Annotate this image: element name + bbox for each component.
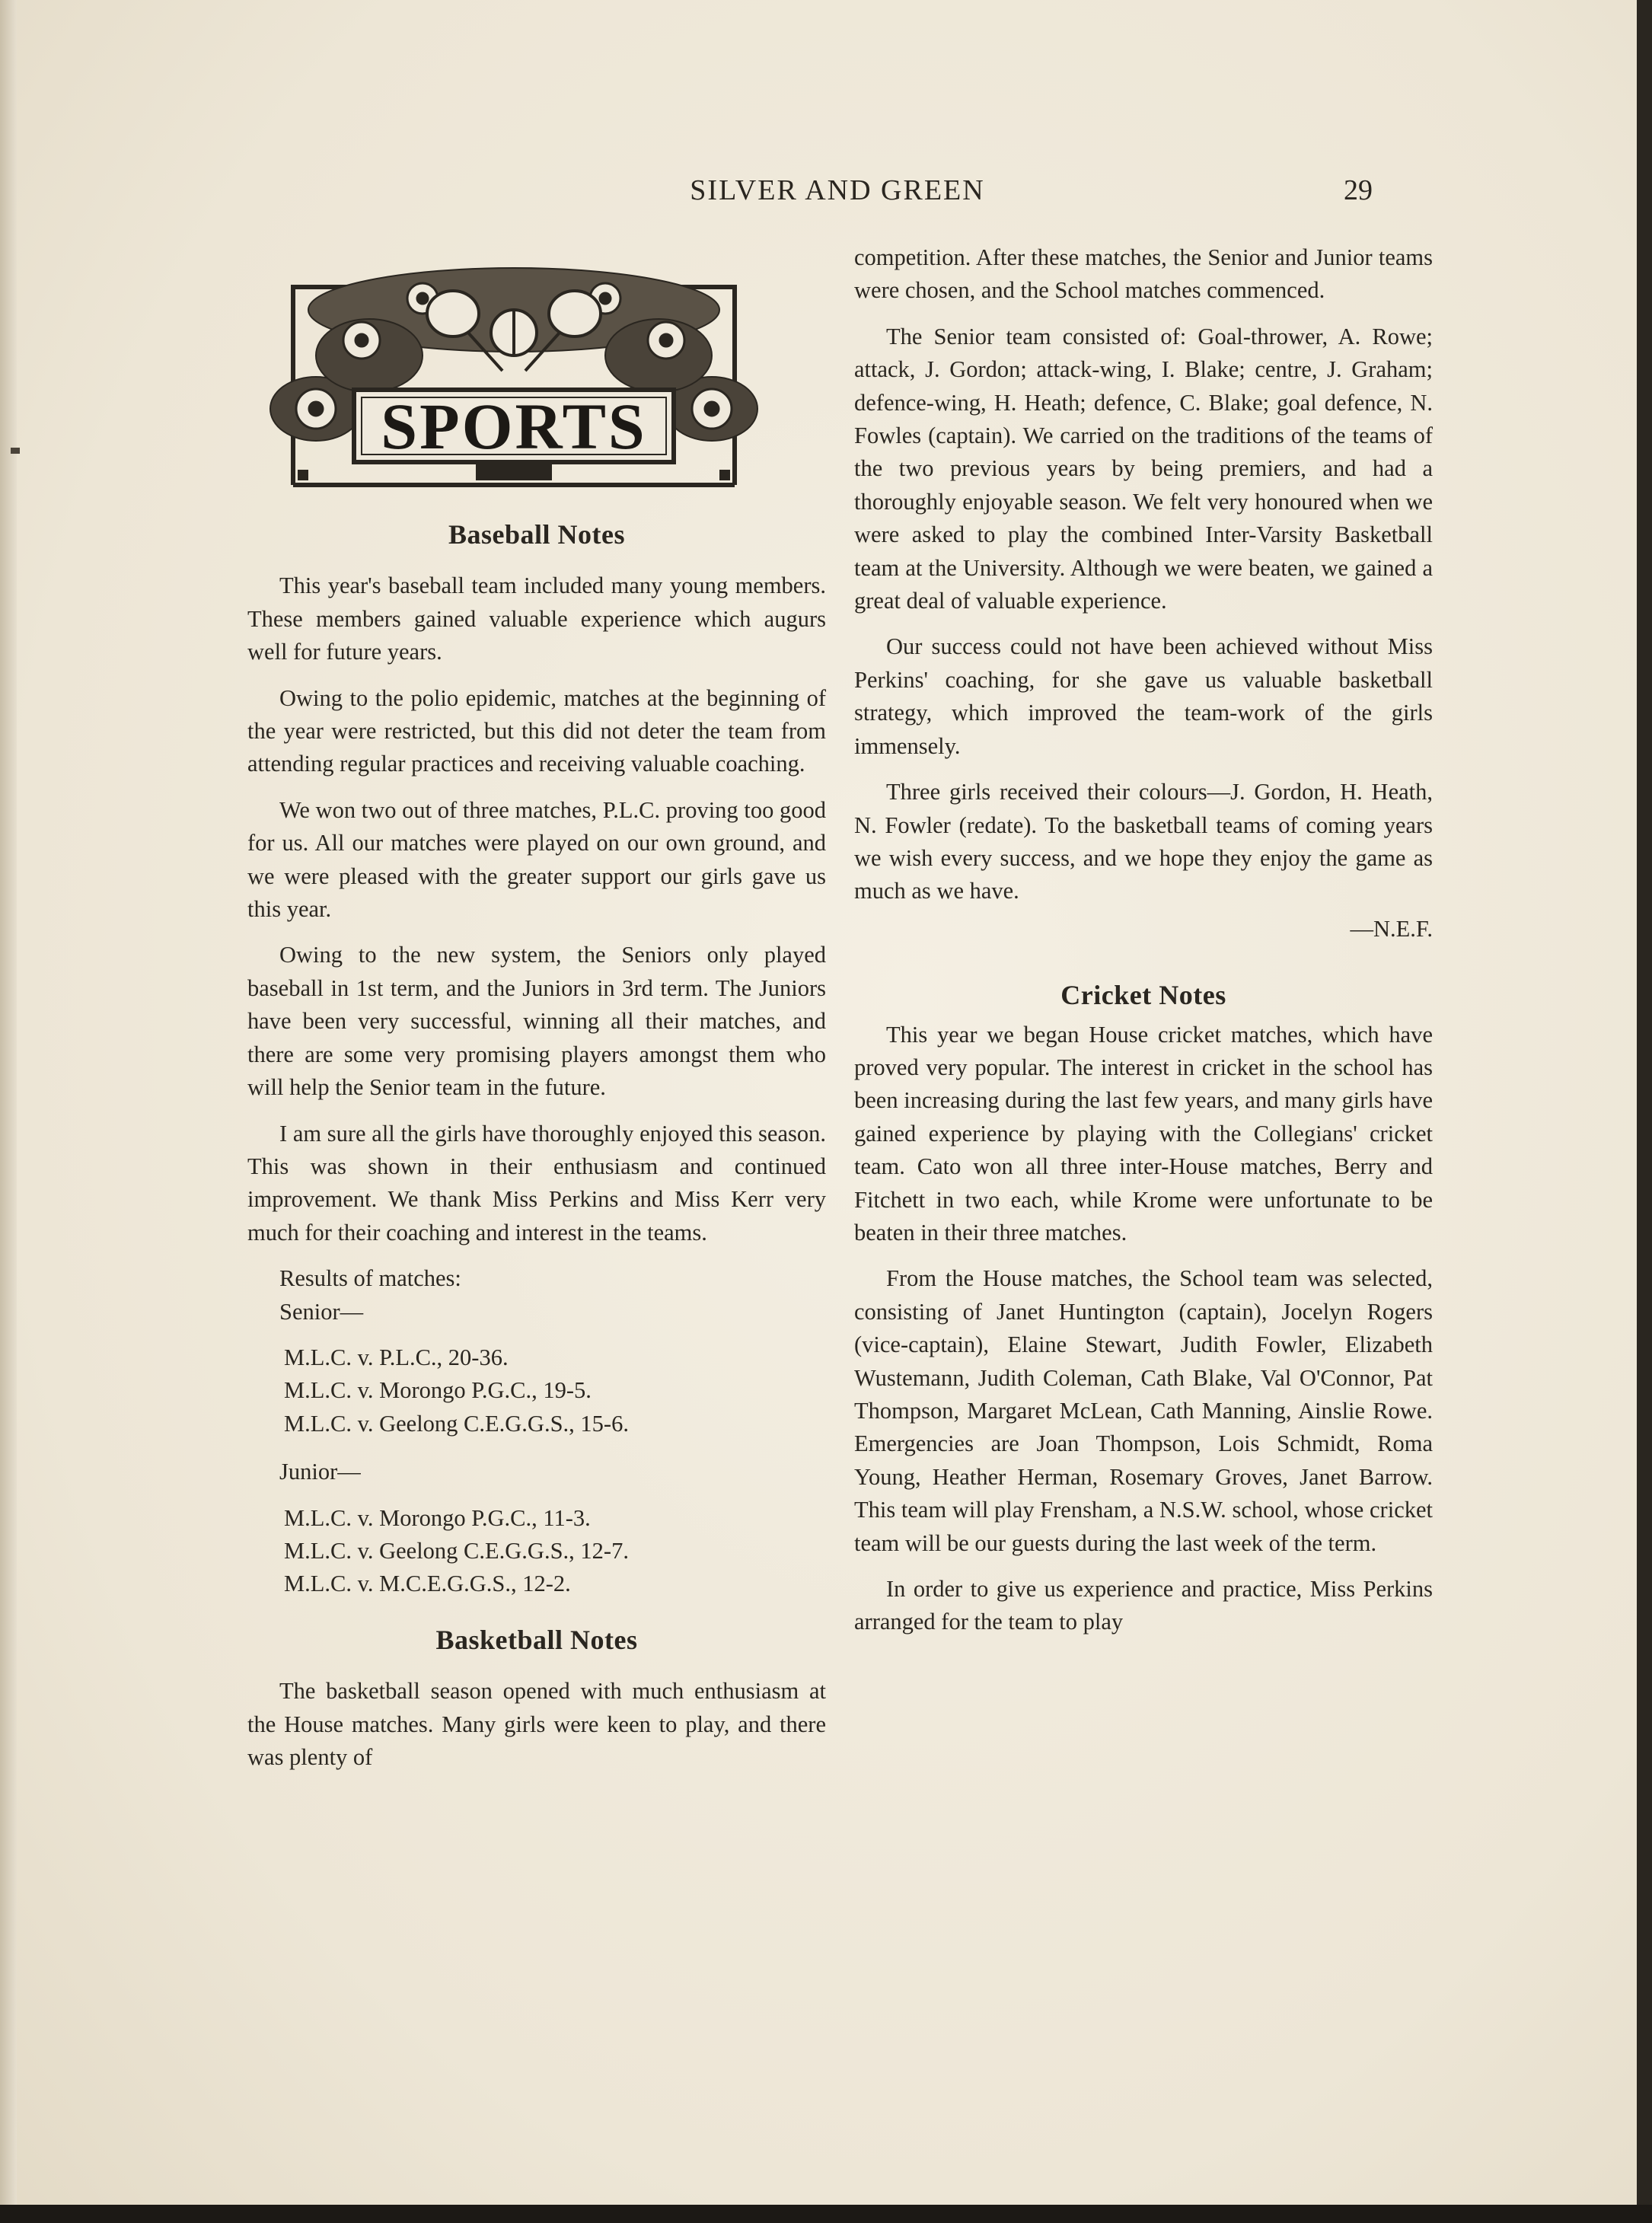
left-column bbox=[247, 257, 826, 1787]
baseball-notes-heading: Baseball Notes bbox=[448, 519, 625, 550]
baseball-paragraph: This year's baseball team included many young members. These members gained valuable experience which augurs well for future years. bbox=[247, 572, 826, 665]
page-bottom-edge bbox=[0, 2205, 1652, 2223]
result-item: M.L.C. v. Morongo P.G.C., 11-3. bbox=[284, 1504, 591, 1531]
page-right-edge bbox=[1637, 0, 1652, 2223]
basketball-paragraph: The Senior team consisted of: Goal-thrower, A. Rowe; attack, J. Gordon; attack-wing, I. Blake; centre, J. Graham; defence-wing, H. Heath; defence, C. Blake; goal defence, N. Fowles (captain). We carried on the traditions of the teams of the two previous years by being premiers, and had a thoroughly enjoyable season. We felt very honoured when we were asked to play the combined Inter-Varsity Basketball team at the University. Although we were beaten, we gained a great deal of valuable experience. bbox=[854, 323, 1433, 614]
baseball-paragraph: Owing to the new system, the Seniors only played baseball in 1st term, and the Juniors in 3rd term. The Juniors have been very successful, winning all their matches, and there are some very promising players amongst them who will help the Senior team in the future. bbox=[247, 942, 826, 1101]
basketball-paragraph: The basketball season opened with much enthusiasm at the House matches. Many girls were keen to play, and there was plenty of bbox=[247, 1678, 826, 1770]
cricket-notes-heading: Cricket Notes bbox=[1060, 980, 1226, 1011]
cricket-paragraph: This year we began House cricket matches, which have proved very popular. The interest in cricket in the school has been increasing during the last few years, and many girls have gained experience by playing with the Collegians' cricket team. Cato won all three inter-House matches, Berry and Fitchett in two each, while Krome were unfortunate to be beaten in their three matches. bbox=[854, 1021, 1433, 1245]
basketball-signature: —N.E.F. bbox=[1350, 915, 1433, 942]
basketball-paragraph: Our success could not have been achieved without Miss Perkins' coaching, for she gave us valuable basketball strategy, which improved the team-work of the girls immensely. bbox=[854, 633, 1433, 759]
cricket-paragraph: In order to give us experience and practice, Miss Perkins arranged for the team to play bbox=[854, 1576, 1433, 1635]
sports-emblem-icon bbox=[247, 257, 780, 499]
results-intro: Results of matches: bbox=[279, 1265, 461, 1292]
page-header bbox=[0, 174, 1652, 219]
result-item: M.L.C. v. Geelong C.E.G.G.S., 15-6. bbox=[284, 1410, 629, 1437]
running-title: SILVER AND GREEN bbox=[690, 174, 985, 206]
result-item: M.L.C. v. Morongo P.G.C., 19-5. bbox=[284, 1377, 592, 1404]
baseball-paragraph: We won two out of three matches, P.L.C. proving too good for us. All our matches were played on our own ground, and we were pleased with the greater support our girls gave us this year. bbox=[247, 796, 826, 923]
junior-results bbox=[247, 1456, 826, 1601]
baseball-paragraph: Owing to the polio epidemic, matches at the beginning of the year were restricted, but this did not deter the team from attending regular practices and receiving valuable coaching. bbox=[247, 684, 826, 777]
senior-label: Senior— bbox=[279, 1298, 364, 1325]
sports-logo-text: SPORTS bbox=[381, 390, 647, 463]
page-spine-shadow bbox=[0, 0, 17, 2223]
basketball-paragraph: Three girls received their colours—J. Gordon, H. Heath, N. Fowler (redate). To the basketball teams of coming years we wish every success, and we hope they enjoy the game as much as we have. bbox=[854, 779, 1433, 904]
junior-label: Junior— bbox=[279, 1459, 361, 1485]
senior-results bbox=[247, 1296, 826, 1441]
margin-mark bbox=[11, 448, 20, 454]
basketball-paragraph-continued: competition. After these matches, the Senior and Junior teams were chosen, and the School matches commenced. bbox=[854, 244, 1433, 304]
result-item: M.L.C. v. Geelong C.E.G.G.S., 12-7. bbox=[284, 1537, 629, 1564]
right-column bbox=[854, 241, 1433, 1652]
result-item: M.L.C. v. M.C.E.G.G.S., 12-2. bbox=[284, 1571, 571, 1597]
result-item: M.L.C. v. P.L.C., 20-36. bbox=[284, 1344, 509, 1370]
basketball-notes-heading: Basketball Notes bbox=[435, 1624, 638, 1655]
page-number: 29 bbox=[1344, 174, 1373, 206]
baseball-paragraph: I am sure all the girls have thoroughly enjoyed this season. This was shown in their enthusiasm and continued improvement. We thank Miss Perkins and Miss Kerr very much for their coaching and interest in the teams. bbox=[247, 1120, 826, 1245]
sports-logo bbox=[247, 257, 780, 499]
cricket-paragraph: From the House matches, the School team was selected, consisting of Janet Huntington (captain), Jocelyn Rogers (vice-captain), Elaine Stewart, Judith Fowler, Elizabeth Wustemann, Judith Coleman, Cath Blake, Val O'Connor, Pat Thompson, Margaret McLean, Cath Manning, Ainslie Rowe. Emergencies are Joan Thompson, Lois Schmidt, Roma Young, Heather Herman, Rosemary Groves, Janet Barrow. This team will play Frensham, a N.S.W. school, whose cricket team will be our guests during the last week of the term. bbox=[854, 1265, 1433, 1556]
